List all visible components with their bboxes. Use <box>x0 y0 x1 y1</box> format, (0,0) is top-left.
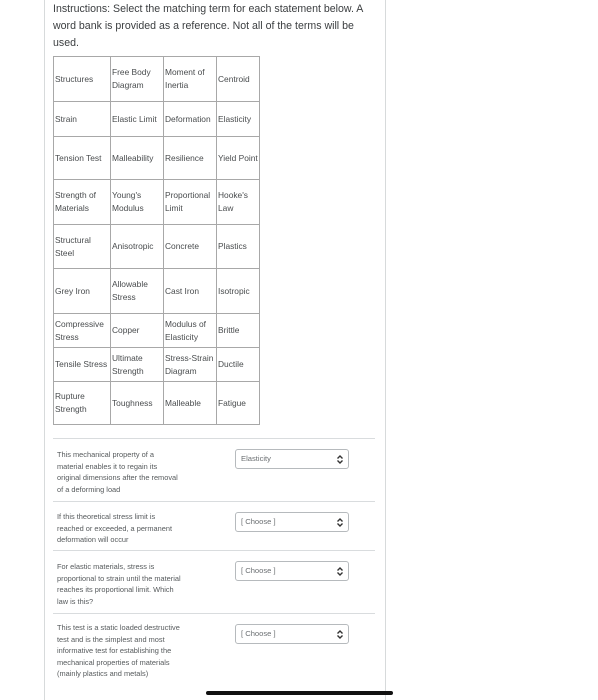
answer-select-3[interactable] <box>235 561 349 581</box>
question-row-2 <box>53 502 375 550</box>
word-bank-cell: Proportional Limit <box>164 180 217 225</box>
word-bank-cell: Tension Test <box>54 137 111 180</box>
word-bank-cell: Resilience <box>164 137 217 180</box>
select-value: [ Choose ] <box>241 517 276 526</box>
up-down-chevron-icon <box>336 630 344 639</box>
word-bank-cell: Copper <box>111 314 164 348</box>
up-down-chevron-icon <box>336 567 344 576</box>
up-down-chevron-icon <box>336 455 344 464</box>
word-bank-cell: Ductile <box>217 348 260 382</box>
word-bank-row <box>54 102 260 137</box>
question-row-4 <box>53 614 375 700</box>
word-bank-row <box>54 180 260 225</box>
word-bank-cell: Malleability <box>111 137 164 180</box>
word-bank-cell: Grey Iron <box>54 269 111 314</box>
word-bank-cell: Compressive Stress <box>54 314 111 348</box>
select-value: [ Choose ] <box>241 629 276 638</box>
question-row-1 <box>53 439 375 501</box>
word-bank-row <box>54 382 260 425</box>
word-bank-cell: Moment of Inertia <box>164 57 217 102</box>
select-value: [ Choose ] <box>241 566 276 575</box>
word-bank-cell: Cast Iron <box>164 269 217 314</box>
word-bank-cell: Toughness <box>111 382 164 425</box>
word-bank-cell: Elastic Limit <box>111 102 164 137</box>
word-bank-cell: Concrete <box>164 225 217 269</box>
question-row-3 <box>53 551 375 613</box>
home-indicator[interactable] <box>206 691 393 695</box>
question-text: This mechanical property of a material enables it to regain its original dimensions after the removal of a deforming load <box>57 450 178 494</box>
word-bank-cell: Allowable Stress <box>111 269 164 314</box>
word-bank-cell: Structural Steel <box>54 225 111 269</box>
word-bank-cell: Strain <box>54 102 111 137</box>
question-text: This test is a static loaded destructive test and is the simplest and most informative test for establishing the mechanical properties of materials (mainly plastics and metals) <box>57 623 180 678</box>
word-bank-cell: Strength of Materials <box>54 180 111 225</box>
word-bank-cell: Hooke's Law <box>217 180 260 225</box>
word-bank-table <box>53 56 260 425</box>
word-bank-cell: Malleable <box>164 382 217 425</box>
word-bank-cell: Deformation <box>164 102 217 137</box>
word-bank-row <box>54 57 260 102</box>
word-bank-cell: Yield Point <box>217 137 260 180</box>
question-text: If this theoretical stress limit is reached or exceeded, a permanent deformation will occur <box>57 512 173 544</box>
word-bank-cell: Anisotropic <box>111 225 164 269</box>
word-bank-cell: Ultimate Strength <box>111 348 164 382</box>
word-bank-row <box>54 269 260 314</box>
word-bank-row <box>54 348 260 382</box>
word-bank-cell: Tensile Stress <box>54 348 111 382</box>
answer-select-1[interactable] <box>235 449 349 469</box>
answer-select-4[interactable] <box>235 624 349 644</box>
word-bank-cell: Centroid <box>217 57 260 102</box>
question-text: For elastic materials, stress is proportional to strain until the material reaches its proportional limit. Which law is this? <box>57 562 181 606</box>
answer-select-2[interactable] <box>235 512 349 532</box>
word-bank-cell: Stress-Strain Diagram <box>164 348 217 382</box>
word-bank-cell: Modulus of Elasticity <box>164 314 217 348</box>
word-bank-cell: Elasticity <box>217 102 260 137</box>
word-bank-cell: Free Body Diagram <box>111 57 164 102</box>
word-bank-cell: Young's Modulus <box>111 180 164 225</box>
select-value: Elasticity <box>241 454 271 463</box>
word-bank-cell: Fatigue <box>217 382 260 425</box>
word-bank-cell: Structures <box>54 57 111 102</box>
word-bank-cell: Rupture Strength <box>54 382 111 425</box>
word-bank-row <box>54 314 260 348</box>
word-bank-cell: Plastics <box>217 225 260 269</box>
word-bank-row <box>54 137 260 180</box>
word-bank-cell: Isotropic <box>217 269 260 314</box>
instructions-text: Instructions: Select the matching term for each statement below. A word bank is provided as a reference. Not all of the terms will be used. <box>53 3 363 49</box>
up-down-chevron-icon <box>336 518 344 527</box>
word-bank-cell: Brittle <box>217 314 260 348</box>
word-bank-row <box>54 225 260 269</box>
